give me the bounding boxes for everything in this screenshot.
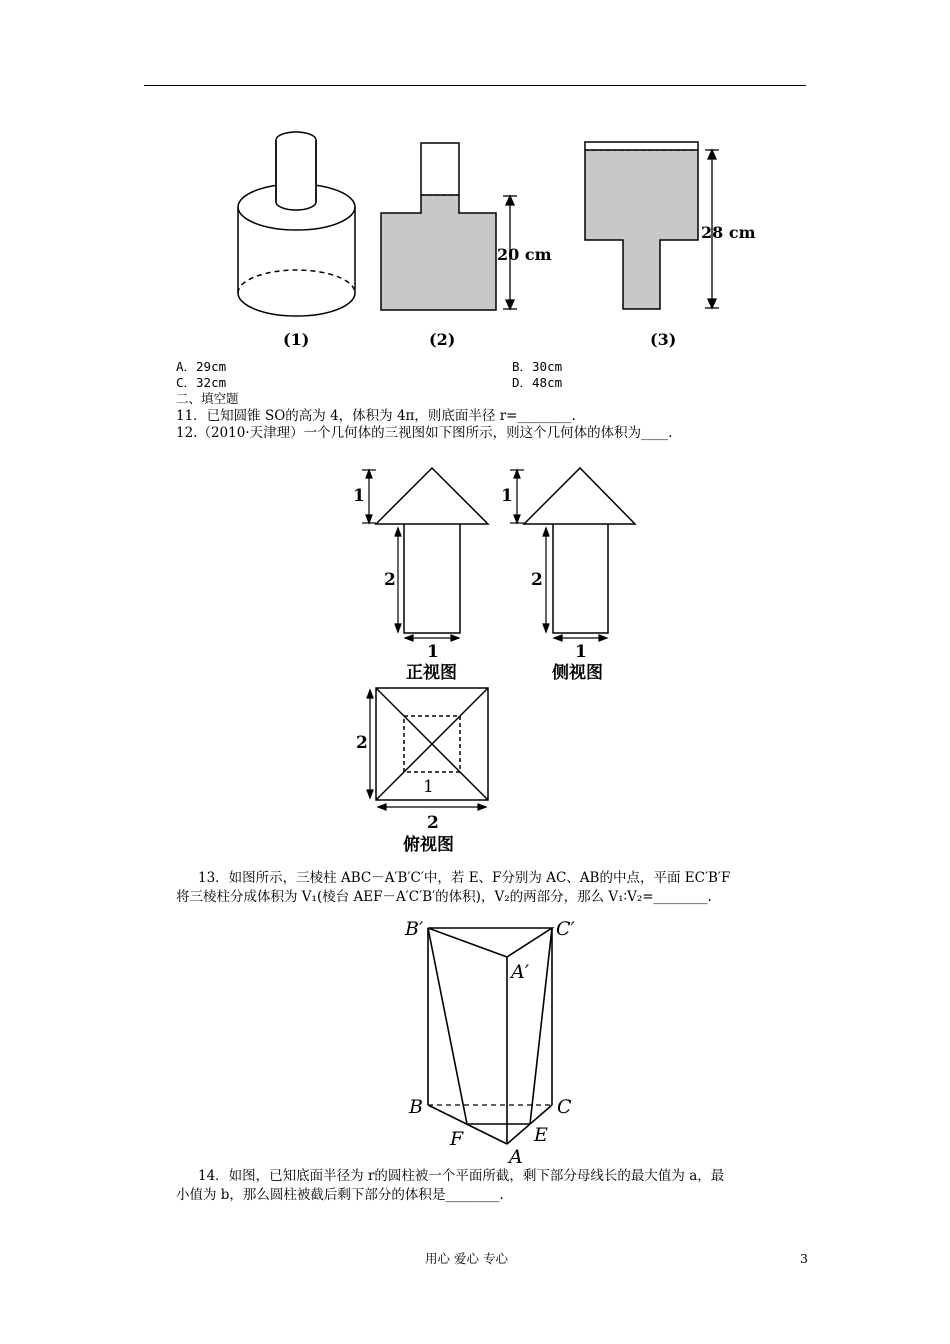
side-view-caption: 侧视图	[552, 663, 603, 683]
vertex-C: C	[557, 1096, 572, 1118]
side-dim-1: 1	[501, 486, 513, 506]
vertex-F: F	[450, 1128, 464, 1150]
front-dim-2: 2	[384, 570, 396, 590]
figure-label-3: (3)	[650, 330, 677, 349]
front-view-caption: 正视图	[406, 663, 457, 683]
side-view	[524, 468, 635, 633]
top-dim-inner: 1	[423, 777, 434, 797]
side-dim-bottom: 1	[575, 642, 587, 662]
dim-label-28cm: 28 cm	[701, 223, 756, 242]
top-dim-left: 2	[356, 733, 368, 753]
side-dim-2: 2	[531, 570, 543, 590]
vertex-C-prime: C′	[556, 918, 575, 940]
vertex-A: A	[509, 1146, 523, 1168]
footer-text: 用心 爱心 专心	[425, 1251, 508, 1266]
figure-label-1: (1)	[283, 330, 310, 349]
vertex-B-prime: B′	[405, 918, 424, 940]
page-number: 3	[800, 1251, 808, 1266]
container-figures	[0, 0, 950, 360]
front-dim-bottom: 1	[427, 642, 439, 662]
figure-3-shaded-container	[585, 142, 719, 309]
choice-d: D．48cm	[512, 375, 563, 390]
choice-c: C．32cm	[176, 375, 227, 390]
question-12: 12.（2010·天津理）一个几何体的三视图如下图所示，则这个几何体的体积为____.	[176, 425, 673, 441]
question-13-line1: 13．如图所示，三棱柱 ABC－A′B′C′中，若 E、F分别为 AC、AB的中点，平面 EC′B′F	[198, 870, 731, 886]
question-13-line2: 将三棱柱分成体积为 V₁(棱台 AEF－A′C′B′的体积)，V₂的两部分，那么 V₁∶V₂=________.	[176, 889, 712, 905]
dim-label-20cm: 20 cm	[497, 245, 552, 264]
choice-b: B．30cm	[512, 359, 563, 374]
prism-figure	[0, 905, 950, 1168]
front-dim-1: 1	[353, 486, 365, 506]
three-views-figure	[0, 440, 950, 860]
figure-1-cylinders	[238, 132, 355, 316]
vertex-A-prime: A′	[511, 961, 530, 983]
front-view	[376, 468, 488, 633]
top-dim-bottom: 2	[427, 813, 439, 833]
question-14-line2: 小值为 b，那么圆柱被截后剩下部分的体积是________.	[176, 1187, 504, 1203]
question-11: 11．已知圆锥 SO的高为 4，体积为 4π，则底面半径 r=________.	[176, 408, 576, 424]
vertex-B: B	[409, 1096, 423, 1118]
vertex-E: E	[534, 1124, 548, 1146]
figure-label-2: (2)	[429, 330, 456, 349]
question-14-line1: 14．如图，已知底面半径为 r的圆柱被一个平面所截，剩下部分母线长的最大值为 a，最	[198, 1168, 725, 1184]
top-view-caption: 俯视图	[403, 835, 454, 855]
choice-a: A．29cm	[176, 359, 227, 374]
figure-2-shaded-container	[381, 143, 517, 310]
section-title: 二、填空题	[176, 391, 239, 406]
